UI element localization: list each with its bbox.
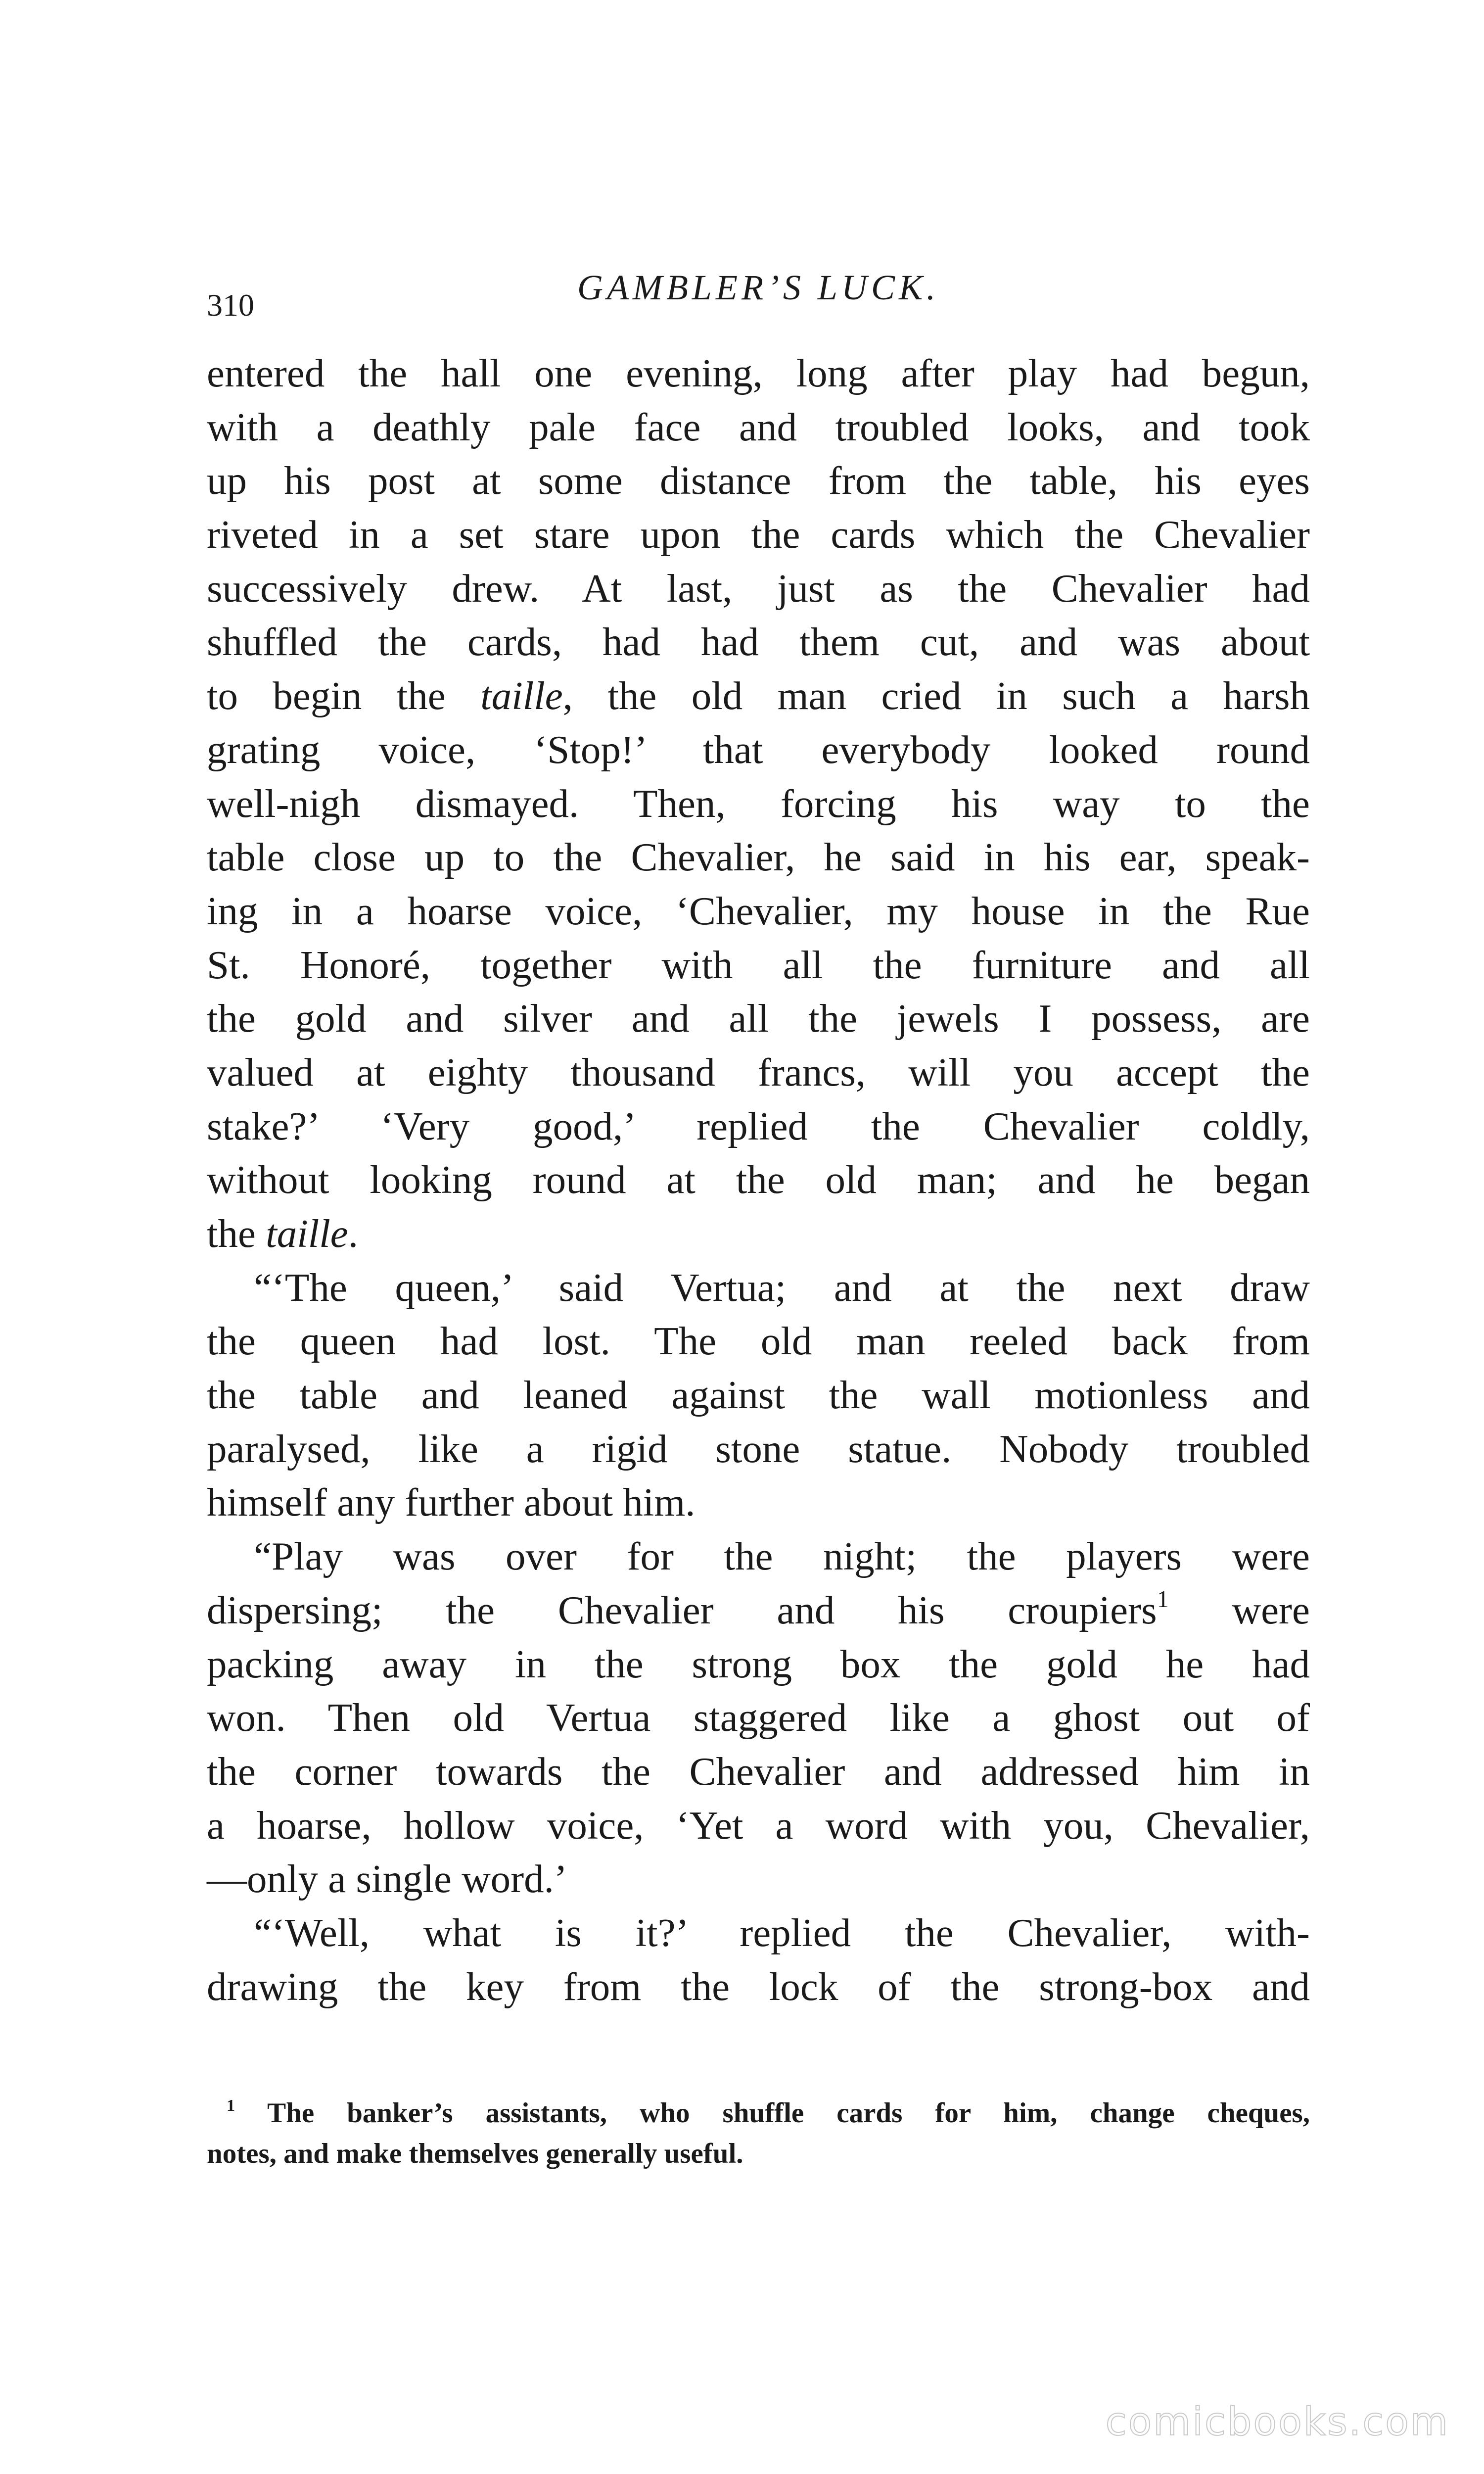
text-line: grating voice, ‘Stop!’ that everybody looked round (207, 727, 1310, 772)
text-line: “‘The queen,’ said Vertua; and at the next draw (254, 1265, 1310, 1310)
footnote-marker: 1 (227, 2096, 235, 2115)
text-segment: . (348, 1211, 358, 1256)
text-segment: , the old man cried in such a harsh (562, 673, 1310, 718)
text-line: table close up to the Chevalier, he said in his ear, speak- (207, 835, 1310, 880)
text-line: stake?’ ‘Very good,’ replied the Chevalier coldly, (207, 1103, 1310, 1148)
body-text (207, 346, 1310, 2013)
text-line (207, 669, 1310, 723)
text-line: —only a single word.’ (207, 1856, 567, 1902)
page-header (207, 267, 1310, 336)
text-line: the table and leaned against the wall motionless and (207, 1373, 1310, 1418)
text-line: “‘Well, what is it?’ replied the Chevalier, with- (254, 1910, 1310, 1955)
text-line: up his post at some distance from the table, his eyes (207, 458, 1310, 503)
text-line: “Play was over for the night; the players were (254, 1534, 1310, 1579)
italic-word: taille (266, 1211, 348, 1256)
text-line: St. Honoré, together with all the furniture and all (207, 942, 1310, 987)
footnote-ref: 1 (1157, 1585, 1169, 1613)
text-line: successively drew. At last, just as the Chevalier had (207, 566, 1310, 611)
text-line: a hoarse, hollow voice, ‘Yet a word with you, Chevalier, (207, 1803, 1310, 1848)
text-segment: to begin the (207, 673, 481, 718)
italic-word: taille (480, 673, 563, 718)
footnote-line: notes, and make themselves generally useful. (207, 2138, 743, 2169)
text-line: entered the hall one evening, long after play had begun, (207, 351, 1310, 395)
text-segment: dispersing; the Chevalier and his croupiers (207, 1587, 1157, 1632)
text-line: the queen had lost. The old man reeled back from (207, 1319, 1310, 1364)
text-line: drawing the key from the lock of the strong-box and (207, 1964, 1310, 2009)
text-line: well-nigh dismayed. Then, forcing his way to the (207, 781, 1310, 826)
footnote-line (207, 2093, 1310, 2134)
text-line: paralysed, like a rigid stone statue. Nobody troubled (207, 1426, 1310, 1471)
footnote-text: The banker’s assistants, who shuffle cards for him, change cheques, (235, 2097, 1310, 2129)
text-line: without looking round at the old man; and he began (207, 1157, 1310, 1202)
text-line (207, 1207, 1310, 1261)
watermark-logo: comicbooks.com (1105, 2400, 1449, 2444)
text-line (207, 1583, 1310, 1637)
text-line: the gold and silver and all the jewels I possess, are (207, 996, 1310, 1041)
text-line: riveted in a set stare upon the cards which the Chevalier (207, 512, 1310, 557)
text-line: himself any further about him. (207, 1480, 696, 1525)
text-line: won. Then old Vertua staggered like a ghost out of (207, 1695, 1310, 1740)
text-segment: were (1168, 1587, 1310, 1632)
text-line: packing away in the strong box the gold he had (207, 1641, 1310, 1686)
text-line: ing in a hoarse voice, ‘Chevalier, my house in the Rue (207, 888, 1310, 933)
page-number: 310 (207, 287, 254, 323)
text-line: the corner towards the Chevalier and addressed him in (207, 1749, 1310, 1794)
footnote (207, 2093, 1310, 2174)
text-line: shuffled the cards, had had them cut, and was about (207, 619, 1310, 665)
text-line: with a deathly pale face and troubled looks, and took (207, 404, 1310, 449)
text-line: valued at eighty thousand francs, will you accept the (207, 1049, 1310, 1094)
text-segment: the (207, 1211, 266, 1256)
running-title: GAMBLER’S LUCK. (577, 268, 939, 307)
